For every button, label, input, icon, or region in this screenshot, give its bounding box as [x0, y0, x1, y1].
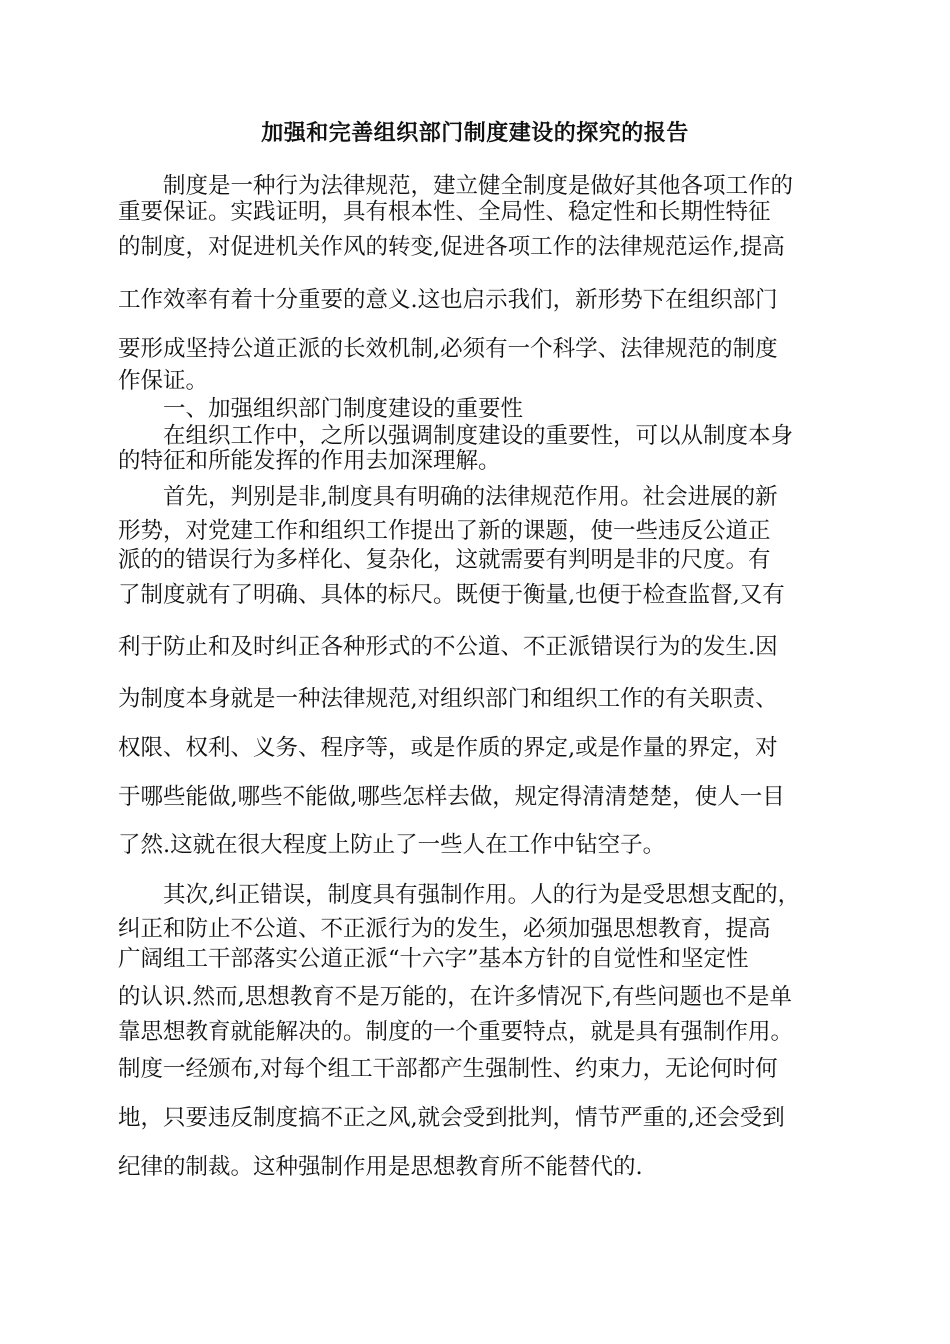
paragraph-line: 了制度就有了明确、具体的标尺。既便于衡量,也便于检查监督,又有 — [118, 582, 785, 608]
paragraph-line: 为制度本身就是一种法律规范,对组织部门和组织工作的有关职责、 — [118, 686, 778, 712]
paragraph-line: 其次,纠正错误，制度具有强制作用。人的行为是受思想支配的， — [163, 882, 801, 908]
paragraph-line: 利于防止和及时纠正各种形式的不公道、不正派错误行为的发生.因 — [118, 634, 778, 660]
document-title: 加强和完善组织部门制度建设的探究的报告 — [261, 120, 689, 146]
paragraph-line: 形势，对党建工作和组织工作提出了新的课题，使一些违反公道正 — [118, 518, 771, 544]
paragraph-line: 靠思想教育就能解决的。制度的一个重要特点，就是具有强制作用。 — [118, 1019, 794, 1045]
paragraph-line: 广阔组工干部落实公道正派“十六字”基本方针的自觉性和坚定性 — [118, 946, 749, 972]
paragraph-line: 地，只要违反制度搞不正之风,就会受到批判，情节严重的,还会受到 — [118, 1105, 785, 1131]
paragraph-line: 首先，判别是非,制度具有明确的法律规范作用。社会进展的新 — [163, 484, 778, 510]
paragraph-line: 纠正和防止不公道、不正派行为的发生，必须加强思想教育，提高 — [118, 916, 771, 942]
paragraph-line: 制度是一种行为法律规范，建立健全制度是做好其他各项工作的 — [163, 173, 794, 199]
paragraph-line: 重要保证。实践证明，具有根本性、全局性、稳定性和长期性特征 — [118, 199, 771, 225]
paragraph-line: 权限、权利、义务、程序等，或是作质的界定,或是作量的界定，对 — [118, 735, 778, 761]
paragraph-line: 工作效率有着十分重要的意义.这也启示我们，新形势下在组织部门 — [118, 287, 778, 313]
paragraph-line: 派的的错误行为多样化、复杂化，这就需要有判明是非的尺度。有 — [118, 547, 771, 573]
paragraph-line: 作保证。 — [118, 368, 209, 394]
paragraph-line: 的制度，对促进机关作风的转变,促进各项工作的法律规范运作,提高 — [118, 234, 785, 260]
paragraph-line: 在组织工作中，之所以强调制度建设的重要性，可以从制度本身 — [163, 423, 794, 449]
paragraph-line: 要形成坚持公道正派的长效机制,必须有一个科学、法律规范的制度 — [118, 336, 778, 362]
paragraph-line: 于哪些能做,哪些不能做,哪些怎样去做，规定得清清楚楚，使人一目 — [118, 784, 785, 810]
paragraph-line: 纪律的制裁。这种强制作用是思想教育所不能替代的. — [118, 1154, 643, 1180]
paragraph-line: 制度一经颁布,对每个组工干部都产生强制性、约束力，无论何时何 — [118, 1056, 778, 1082]
paragraph-line: 了然.这就在很大程度上防止了一些人在工作中钻空子。 — [118, 832, 666, 858]
paragraph-line: 的特征和所能发挥的作用去加深理解。 — [118, 448, 501, 474]
section-heading: 一、加强组织部门制度建设的重要性 — [163, 396, 524, 422]
paragraph-line: 的认识.然而,思想教育不是万能的，在许多情况下,有些问题也不是单 — [118, 984, 792, 1010]
